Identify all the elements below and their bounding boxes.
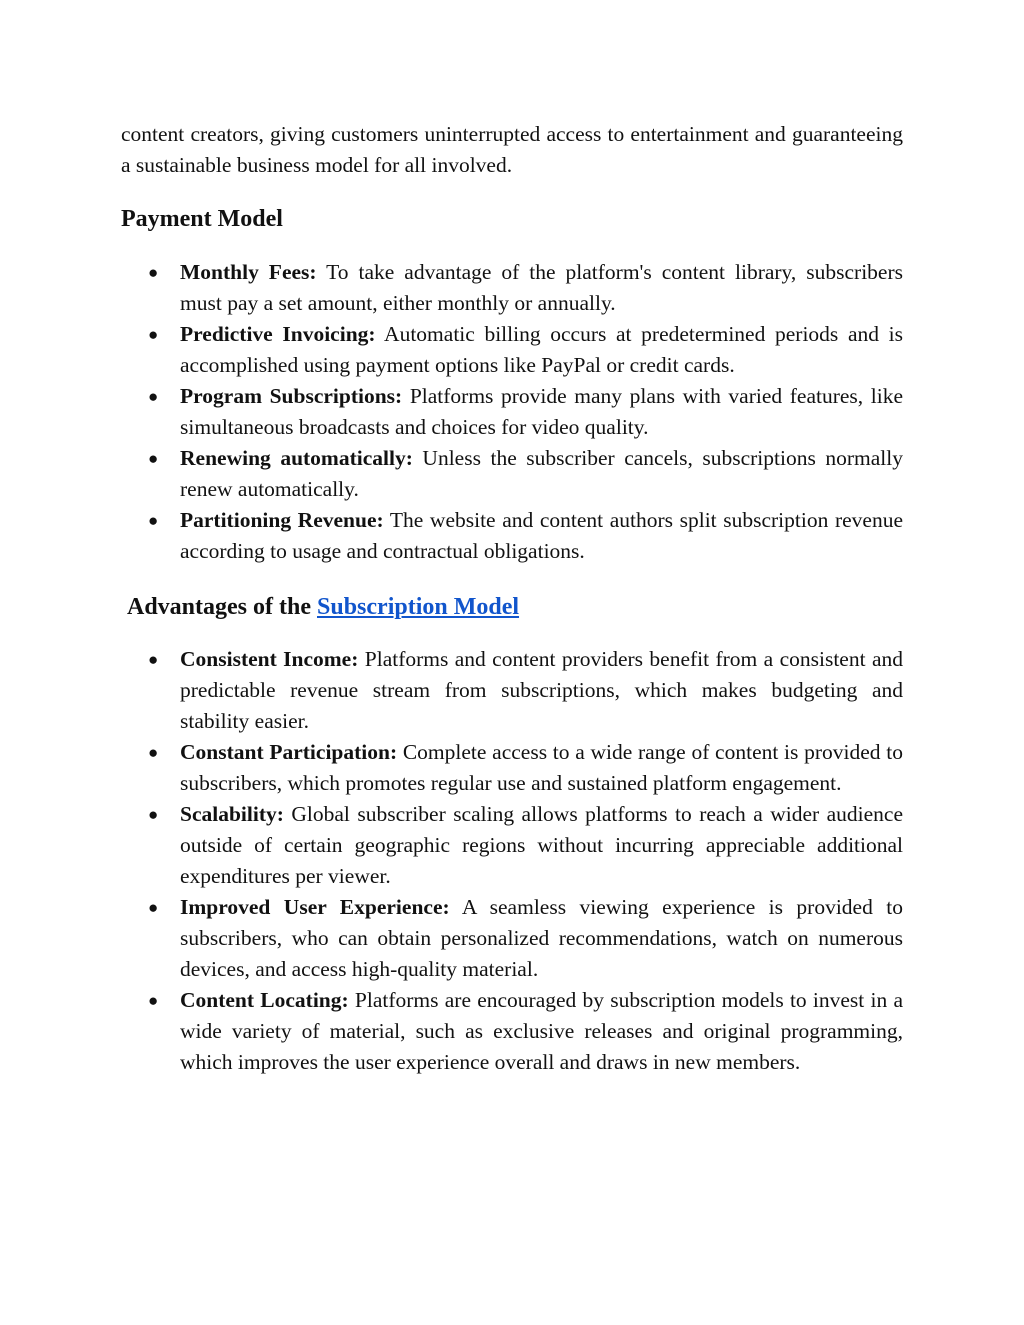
list-item	[148, 319, 903, 381]
item-text: Platforms provide many plans with varied features, like simultaneous broadcasts and choices for video quality.	[180, 384, 903, 439]
subscription-model-link[interactable]: Subscription Model	[317, 594, 520, 620]
item-text: To take advantage of the platform's content library, subscribers must pay a set amount, either monthly or annually.	[180, 260, 903, 315]
list-item	[148, 799, 903, 892]
item-text: The website and content authors split subscription revenue according to usage and contractual obligations.	[180, 508, 903, 563]
advantages-heading	[121, 591, 903, 623]
item-term: Constant Participation:	[180, 740, 398, 764]
item-text: Global subscriber scaling allows platforms to reach a wider audience outside of certain geographic regions without incurring appreciable additional expenditures per viewer.	[180, 802, 903, 888]
list-item	[148, 505, 903, 567]
item-text: Platforms and content providers benefit from a consistent and predictable revenue stream from subscriptions, which makes budgeting and stability easier.	[180, 647, 903, 733]
bullet-icon: ●	[148, 263, 159, 282]
item-text: Automatic billing occurs at predetermined periods and is accomplished using payment options like PayPal or credit cards.	[180, 322, 903, 377]
list-item	[148, 892, 903, 985]
bullet-icon: ●	[148, 511, 159, 530]
list-item	[148, 381, 903, 443]
bullet-icon: ●	[148, 387, 159, 406]
bullet-icon: ●	[148, 991, 159, 1010]
payment-model-list	[121, 257, 903, 567]
item-term: Improved User Experience:	[180, 895, 450, 919]
bullet-icon: ●	[148, 743, 159, 762]
bullet-icon: ●	[148, 325, 159, 344]
item-text: Platforms are encouraged by subscription models to invest in a wide variety of material, such as exclusive releases and original programming, which improves the user experience overall and draws in new members.	[180, 988, 903, 1074]
list-item	[148, 985, 903, 1078]
document-page	[121, 119, 903, 1078]
item-term: Program Subscriptions:	[180, 384, 403, 408]
bullet-icon: ●	[148, 805, 159, 824]
item-term: Scalability:	[180, 802, 284, 826]
item-term: Predictive Invoicing:	[180, 322, 376, 346]
item-term: Content Locating:	[180, 988, 349, 1012]
intro-paragraph: content creators, giving customers uninterrupted access to entertainment and guaranteeing a sustainable business model for all involved.	[121, 122, 903, 177]
item-term: Renewing automatically:	[180, 446, 413, 470]
bullet-icon: ●	[148, 650, 159, 669]
list-item	[148, 443, 903, 505]
item-term: Partitioning Revenue:	[180, 508, 384, 532]
advantages-list	[121, 644, 903, 1078]
item-term: Monthly Fees:	[180, 260, 317, 284]
bullet-icon: ●	[148, 449, 159, 468]
advantages-heading-text: Advantages of the	[127, 594, 311, 620]
list-item	[148, 257, 903, 319]
item-text: Complete access to a wide range of content is provided to subscribers, which promotes regular use and sustained platform engagement.	[180, 740, 903, 795]
bullet-icon: ●	[148, 898, 159, 917]
payment-model-heading: Payment Model	[121, 206, 283, 232]
item-text: Unless the subscriber cancels, subscriptions normally renew automatically.	[180, 446, 903, 501]
list-item	[148, 737, 903, 799]
item-text: A seamless viewing experience is provided to subscribers, who can obtain personalized recommendations, watch on numerous devices, and access high-quality material.	[180, 895, 903, 981]
list-item	[148, 644, 903, 737]
item-term: Consistent Income:	[180, 647, 359, 671]
